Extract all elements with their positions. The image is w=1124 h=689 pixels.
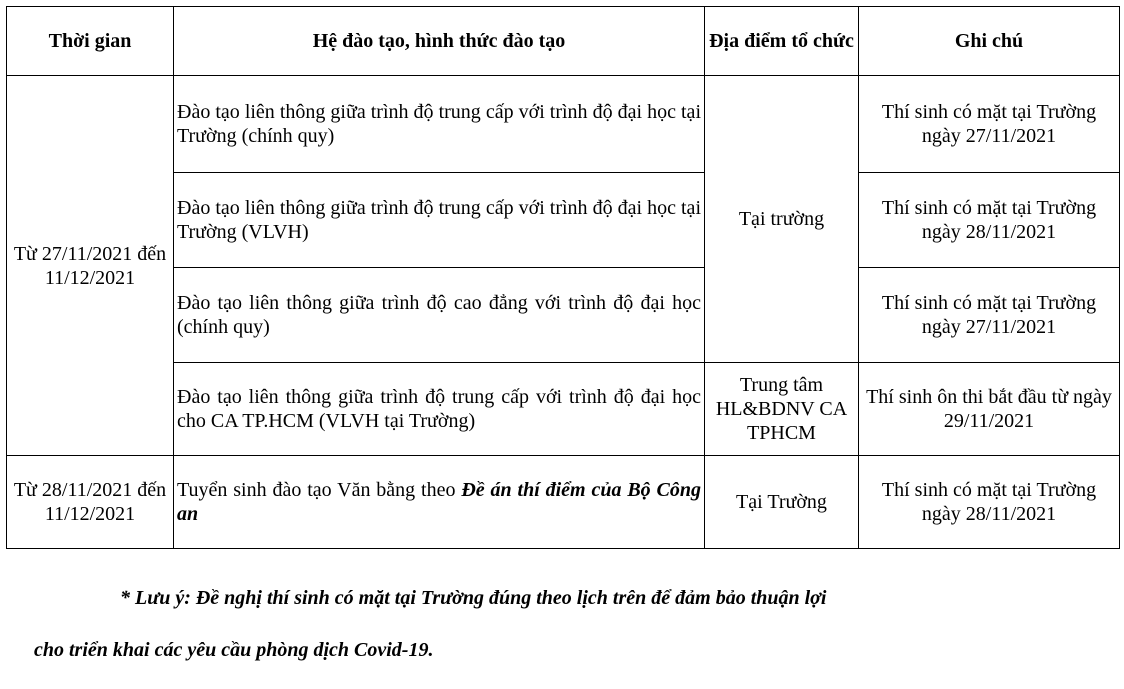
table-header-row	[7, 7, 1120, 76]
table-row	[7, 268, 1120, 363]
note-cell: Thí sinh ôn thi bắt đầu từ ngày 29/11/2021	[859, 363, 1120, 456]
header-time: Thời gian	[7, 7, 174, 76]
program-emphasis-text: Đề án thí điểm của Bộ Công an	[177, 479, 701, 525]
footnote-line-1: * Lưu ý: Đề nghị thí sinh có mặt tại Trường đúng theo lịch trên để đảm bảo thuận lợi	[120, 587, 827, 609]
header-note: Ghi chú	[859, 7, 1120, 76]
note-cell: Thí sinh có mặt tại Trường ngày 28/11/2021	[859, 173, 1120, 268]
footnote-line-2: cho triển khai các yêu cầu phòng dịch Covid-19.	[34, 639, 434, 661]
footnote	[34, 559, 1114, 689]
location-cell: Tại Trường	[705, 456, 859, 549]
table-row	[7, 363, 1120, 456]
location-cell-group-1: Tại trường	[705, 76, 859, 363]
table-row	[7, 76, 1120, 173]
table-row	[7, 173, 1120, 268]
program-cell: Đào tạo liên thông giữa trình độ trung cấp với trình độ đại học tại Trường (VLVH)	[174, 173, 705, 268]
location-cell: Trung tâm HL&BDNV CA TPHCM	[705, 363, 859, 456]
program-cell: Đào tạo liên thông giữa trình độ cao đẳng với trình độ đại học (chính quy)	[174, 268, 705, 363]
admission-schedule-table	[6, 6, 1120, 549]
header-location: Địa điểm tổ chức	[705, 7, 859, 76]
note-cell: Thí sinh có mặt tại Trường ngày 27/11/2021	[859, 76, 1120, 173]
table-row	[7, 456, 1120, 549]
program-cell: Đào tạo liên thông giữa trình độ trung cấp với trình độ đại học tại Trường (chính quy)	[174, 76, 705, 173]
program-prefix-text: Tuyển sinh đào tạo Văn bằng theo	[177, 479, 462, 501]
program-cell	[174, 456, 705, 549]
time-cell-group-1: Từ 27/11/2021 đến 11/12/2021	[7, 76, 174, 456]
header-program: Hệ đào tạo, hình thức đào tạo	[174, 7, 705, 76]
time-cell-group-2: Từ 28/11/2021 đến 11/12/2021	[7, 456, 174, 549]
note-cell: Thí sinh có mặt tại Trường ngày 28/11/2021	[859, 456, 1120, 549]
note-cell: Thí sinh có mặt tại Trường ngày 27/11/2021	[859, 268, 1120, 363]
program-cell: Đào tạo liên thông giữa trình độ trung cấp với trình độ đại học cho CA TP.HCM (VLVH tại Trường)	[174, 363, 705, 456]
